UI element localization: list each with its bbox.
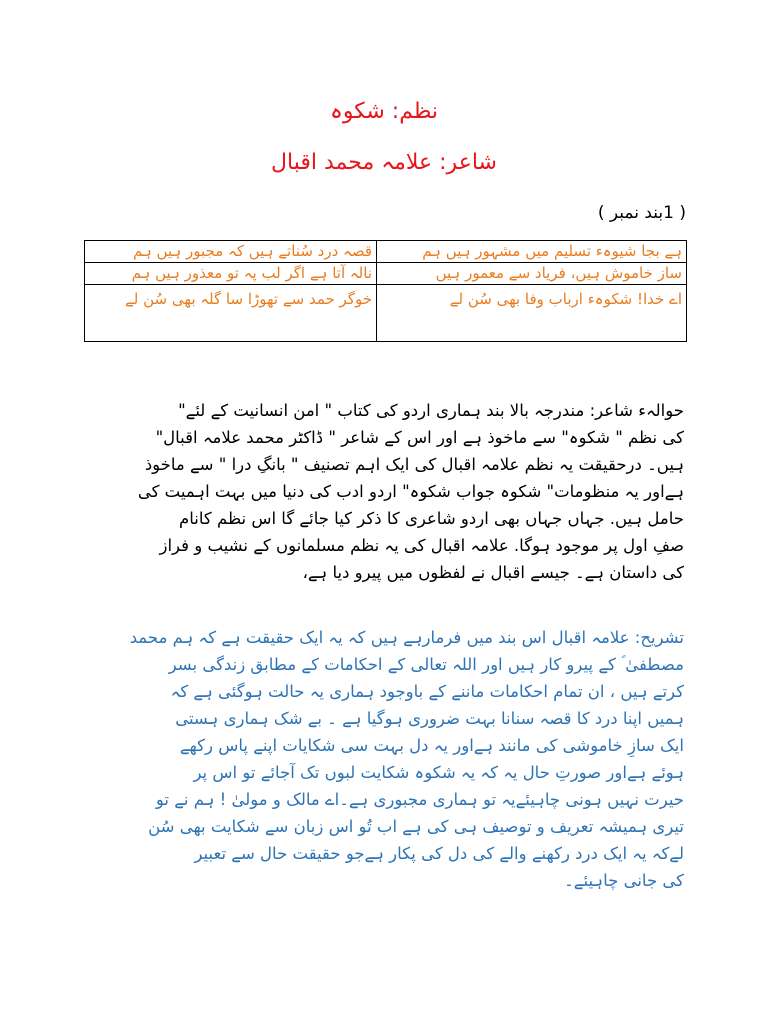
verse-row [85, 263, 687, 285]
paragraph-line: مصطفیٰ ؐ کے پیرو کار ہیں اور اللہ تعالی کے احکامات کے مطابق زندگی بسر [168, 655, 684, 674]
paragraph-line: حیرت نہیں ہونی چاہیئےیہ تو ہماری مجبوری ہے۔اے مالک و مولیٰ ! ہم نے تو [155, 790, 684, 809]
stanza-number: ( 1بند نمبر ) [597, 203, 686, 223]
verse-cell: خوگر حمد سے تھوڑا سا گلہ بھی سُن لے [85, 285, 377, 342]
verse-row [85, 285, 687, 342]
paragraph-line: ہوئے ہےاور صورتِ حال یہ کہ یہ شکوہ شکایت لبوں تک آجائے تو اس پر [193, 763, 684, 782]
verse-cell: قصہ درد سُناتے ہیں کہ مجبور ہیں ہم [85, 241, 377, 263]
paragraph-line: کی جانی چاہیئے۔ [564, 871, 684, 890]
explanation-paragraph [79, 624, 684, 894]
paragraph-line: تشریح: علامہ اقبال اس بند میں فرمارہے ہیں کہ یہ ایک حقیقت ہے کہ ہم محمد [129, 628, 684, 647]
paragraph-line: ہےاور یہ منظومات" شکوہ جواب شکوہ" اردو ادب کی دنیا میں بہت اہمیت کی [137, 482, 684, 501]
paragraph-line: حوالہء شاعر: مندرجہ بالا بند ہماری اردو کی کتاب " امن انسانیت کے لئے" [178, 401, 684, 420]
verse-row [85, 241, 687, 263]
paragraph-line: تیری ہمیشہ تعریف و توصیف ہی کی ہے اب تُو اس زبان سے شکایت بھی سُن [148, 817, 684, 836]
paragraph-line: حامل ہیں. جہاں جہاں بھی اردو شاعری کا ذکر کیا جائے گا اس نظم کانام [179, 509, 684, 528]
verse-cell: ہے بجا شیوہء تسلیم میں مشہور ہیں ہم [377, 241, 687, 263]
poet-title: شاعر: علامہ محمد اقبال [271, 150, 497, 175]
paragraph-line: ہیں۔ درحقیقت یہ نظم علامہ اقبال کی ایک اہم تصنیف " بانگِ درا " سے ماخوذ [144, 455, 684, 474]
verses-table [84, 240, 687, 342]
verse-cell: اے خدا! شکوہء ارباب وفا بھی سُن لے [377, 285, 687, 342]
poem-title: نظم: شکوہ [329, 99, 439, 124]
paragraph-line: ہمیں اپنا درد کا قصہ سنانا بہت ضروری ہوگیا ہے ۔ بے شک ہماری ہستی [175, 709, 684, 728]
intro-paragraph [79, 397, 684, 586]
paragraph-line: لےکہ یہ ایک درد رکھنے والے کی دل کی پکار ہےجو حقیقت حال سے تعبیر [194, 844, 684, 863]
paragraph-line: کی نظم " شکوہ" سے ماخوذ ہے اور اس کے شاعر " ڈاکٹر محمد علامہ اقبال" [155, 428, 684, 447]
paragraph-line: کی داستان ہے۔ جیسے اقبال نے لفظوں میں پیرو دیا ہے، [302, 563, 684, 582]
verse-cell: ساز خاموش ہیں، فریاد سے معمور ہیں [377, 263, 687, 285]
paragraph-line: ایک سازِ خاموشی کی مانند ہےاور یہ دل بہت سی شکایات اپنے پاس رکھے [179, 736, 684, 755]
paragraph-line: کرتے ہیں ، ان تمام احکامات ماننے کے باوجود ہماری یہ حالت ہوگئی ہے کہ [170, 682, 684, 701]
paragraph-line: صفِ اول پر موجود ہوگا. علامہ اقبال کی یہ نظم مسلمانوں کے نشیب و فراز [159, 536, 684, 555]
verse-cell: نالہ آتا ہے اگر لب پہ تو معذور ہیں ہم [85, 263, 377, 285]
